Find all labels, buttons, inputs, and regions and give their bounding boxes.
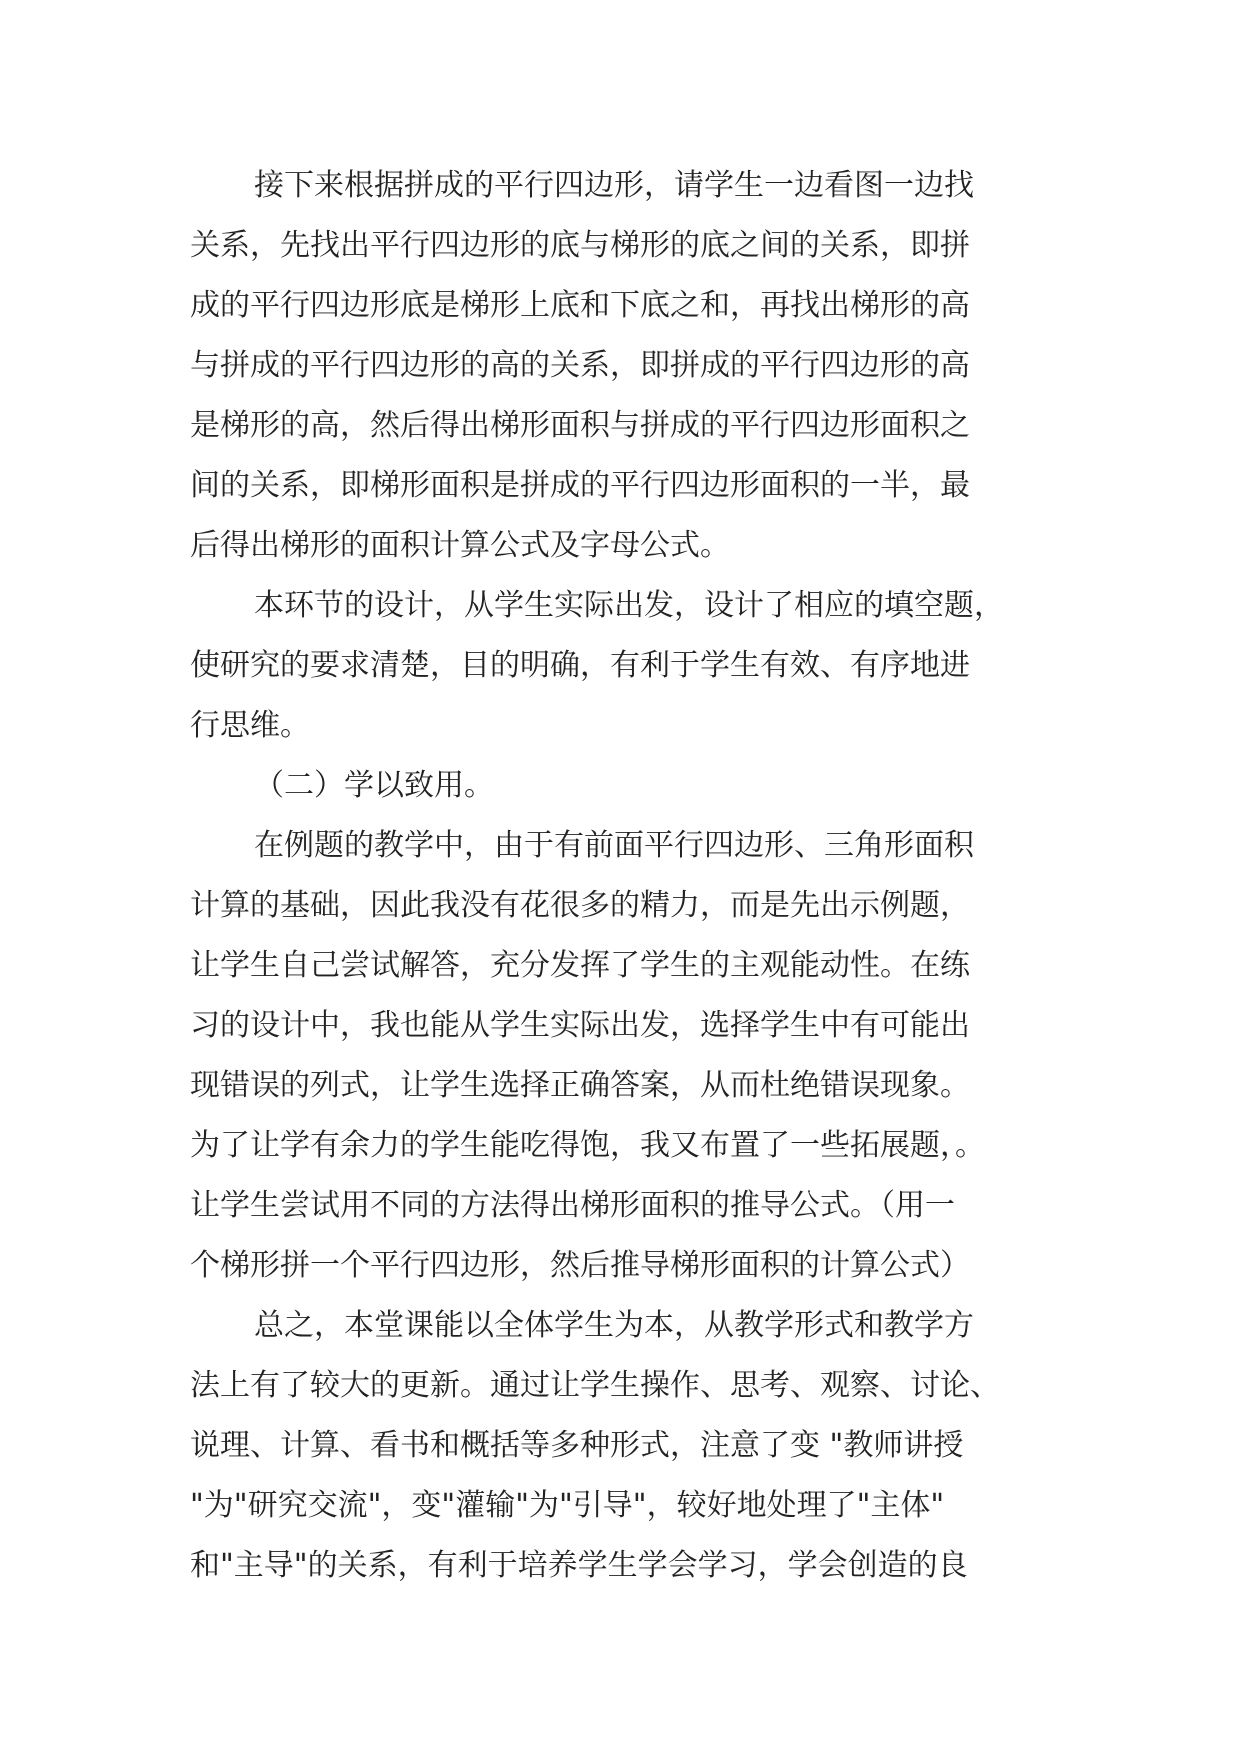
text-line: 让学生尝试用不同的方法得出梯形面积的推导公式。（用一 — [190, 1188, 955, 1223]
text-line: 与拼成的平行四边形的高的关系，即拼成的平行四边形的高 — [190, 348, 970, 383]
text-line: 个梯形拼一个平行四边形，然后推导梯形面积的计算公式） — [190, 1248, 970, 1283]
text-line: 间的关系，即梯形面积是拼成的平行四边形面积的一半，最 — [190, 468, 970, 503]
text-line: 为了让学有余力的学生能吃得饱，我又布置了一些拓展题，。 — [190, 1128, 985, 1163]
text-line: 计算的基础，因此我没有花很多的精力，而是先出示例题， — [190, 888, 970, 923]
text-line: 成的平行四边形底是梯形上底和下底之和，再找出梯形的高 — [190, 288, 970, 323]
text-line: 本环节的设计，从学生实际出发，设计了相应的填空题， — [254, 588, 1004, 623]
text-line: 和"主导"的关系，有利于培养学生学会学习，学会创造的良 — [190, 1548, 968, 1583]
text-line: 使研究的要求清楚，目的明确，有利于学生有效、有序地进 — [190, 648, 970, 683]
section-heading: （二）学以致用。 — [254, 768, 494, 803]
text-line: 关系，先找出平行四边形的底与梯形的底之间的关系，即拼 — [190, 228, 970, 263]
text-line: 习的设计中，我也能从学生实际出发，选择学生中有可能出 — [190, 1008, 970, 1043]
text-line: 后得出梯形的面积计算公式及字母公式。 — [190, 528, 730, 563]
text-line: 说理、计算、看书和概括等多种形式，注意了变 "教师讲授 — [190, 1428, 964, 1463]
text-line: 行思维。 — [190, 708, 310, 743]
text-line: 在例题的教学中，由于有前面平行四边形、三角形面积 — [254, 828, 974, 863]
text-line: 总之，本堂课能以全体学生为本，从教学形式和教学方 — [254, 1308, 974, 1343]
text-line: 接下来根据拼成的平行四边形，请学生一边看图一边找 — [254, 168, 974, 203]
text-line: 是梯形的高，然后得出梯形面积与拼成的平行四边形面积之 — [190, 408, 970, 443]
text-line: 让学生自己尝试解答，充分发挥了学生的主观能动性。在练 — [190, 948, 970, 983]
text-line: "为"研究交流"，变"灌输"为"引导"，较好地处理了"主体" — [190, 1488, 945, 1523]
text-line: 法上有了较大的更新。通过让学生操作、思考、观察、讨论、 — [190, 1368, 1000, 1403]
text-line: 现错误的列式，让学生选择正确答案，从而杜绝错误现象。 — [190, 1068, 970, 1103]
